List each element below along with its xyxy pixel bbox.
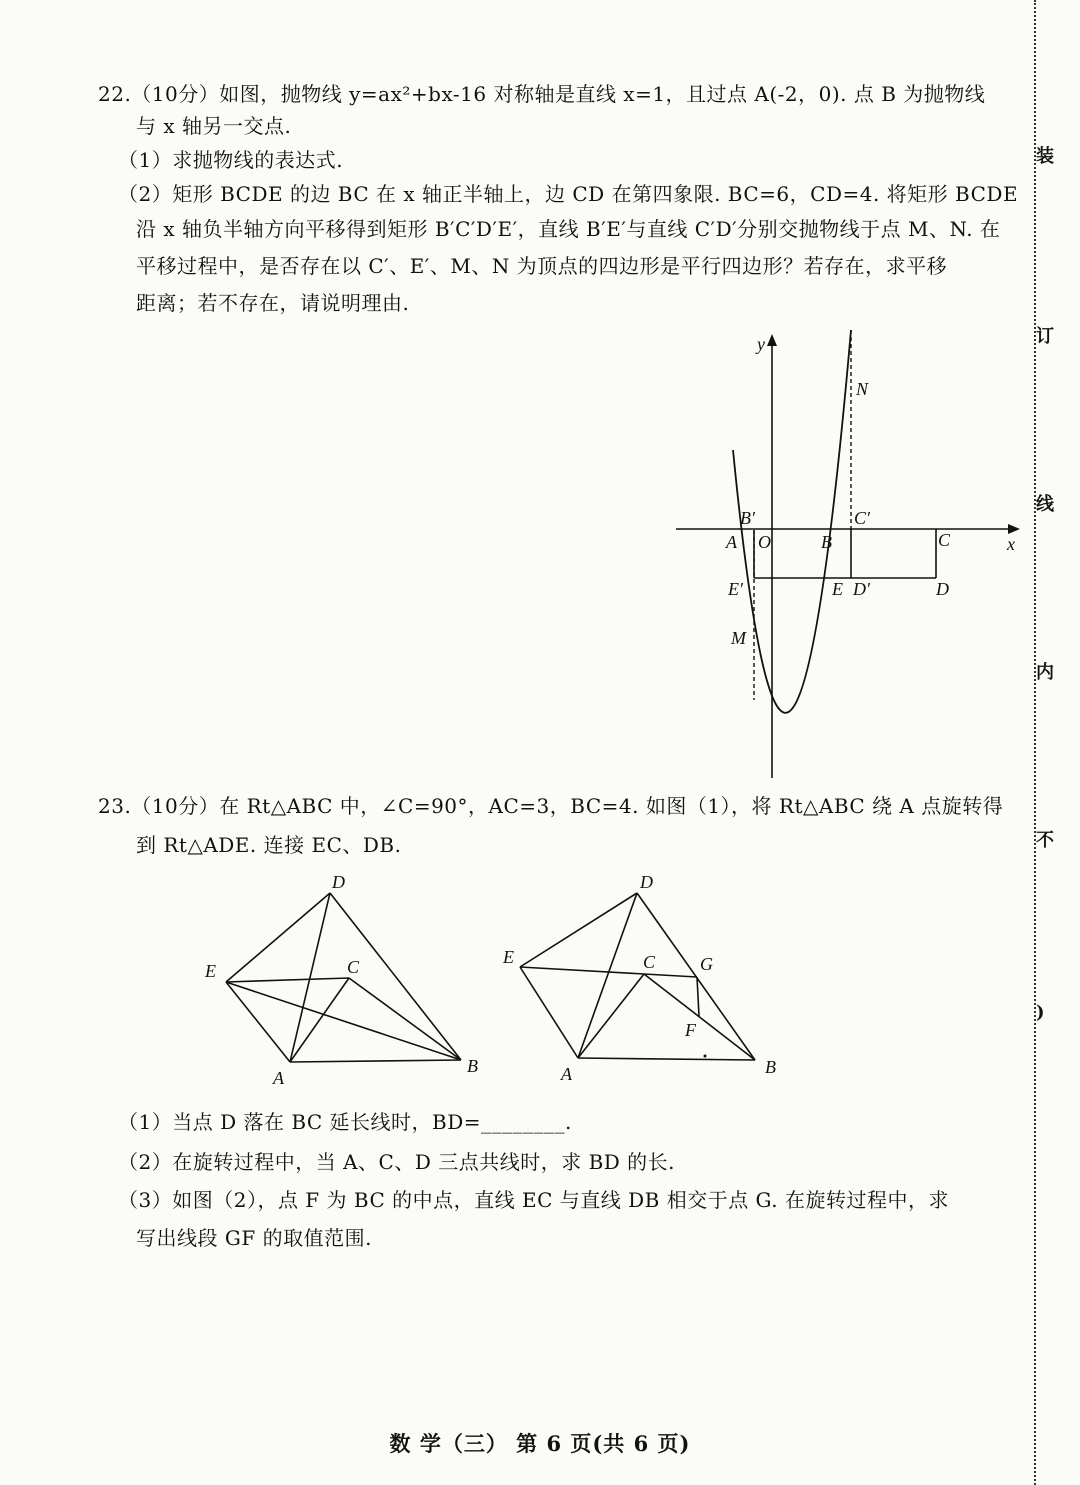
margin-label: 订 xyxy=(1036,326,1054,347)
fig2-label-a: A xyxy=(561,1064,572,1084)
segment-e-a xyxy=(520,967,578,1058)
segment-e-d xyxy=(520,893,637,967)
q22-part1: （1）求抛物线的表达式. xyxy=(118,148,344,172)
fig1-label-d: D xyxy=(332,872,345,892)
label-c: C xyxy=(938,530,951,550)
fig2-label-d: D xyxy=(640,872,653,892)
segment-e-a xyxy=(226,982,290,1062)
segment-a-c xyxy=(578,974,644,1058)
q22-part2-line4: 距离；若不存在，请说明理由. xyxy=(136,291,410,315)
fig2-label-c: C xyxy=(643,952,656,972)
label-b: B xyxy=(821,532,832,552)
q22-stem-line2: 与 x 轴另一交点. xyxy=(136,114,292,138)
segment-e-d xyxy=(226,893,330,982)
label-o: O xyxy=(758,532,771,552)
label-a: A xyxy=(726,532,737,552)
margin-label: 线 xyxy=(1036,494,1054,515)
fig1-label-a: A xyxy=(273,1068,284,1088)
label-e: E xyxy=(832,579,843,599)
q22-part2-line2: 沿 x 轴负半轴方向平移得到矩形 B′C′D′E′，直线 B′E′与直线 C′D′分别交抛物线于点 M、N. 在 xyxy=(136,217,1001,241)
segment-c-b xyxy=(644,974,755,1060)
q23-part3-line1: （3）如图（2），点 F 为 BC 的中点，直线 EC 与直线 DB 相交于点 G. 在旋转过程中，求 xyxy=(118,1188,950,1212)
segment-c-b xyxy=(349,978,461,1060)
margin-label: 内 xyxy=(1036,662,1054,683)
label-b-prime: B′ xyxy=(740,508,755,528)
label-e-prime: E′ xyxy=(728,579,743,599)
segment-e-c xyxy=(226,978,349,982)
margin-label: 装 xyxy=(1036,146,1054,167)
q23-part2: （2）在旋转过程中，当 A、C、D 三点共线时，求 BD 的长. xyxy=(118,1150,676,1174)
q23-part1: （1）当点 D 落在 BC 延长线时，BD=________. xyxy=(118,1110,572,1134)
fig2-label-f: F xyxy=(685,1020,696,1040)
label-d: D xyxy=(936,579,949,599)
label-c-prime: C′ xyxy=(854,508,870,528)
q23-stem-line2: 到 Rt△ADE. 连接 EC、DB. xyxy=(136,833,402,857)
segment-g-f xyxy=(697,977,699,1016)
page-footer: 数 学（三） 第 6 页(共 6 页) xyxy=(389,1431,691,1456)
fig2-label-e: E xyxy=(503,947,514,967)
q22-parabola-figure xyxy=(660,320,1030,780)
q23-figure-1 xyxy=(195,865,500,1095)
label-x: x xyxy=(1007,534,1015,554)
q22-part2-line3: 平移过程中，是否存在以 C′、E′、M、N 为顶点的四边形是平行四边形？若存在，求平移 xyxy=(136,254,948,278)
x-axis-arrow-icon xyxy=(1008,524,1020,534)
y-axis-arrow-icon xyxy=(767,334,777,346)
point-dot xyxy=(704,1055,707,1058)
segment-a-b xyxy=(290,1060,461,1062)
q23-figure-2 xyxy=(495,865,790,1095)
q22-part2-line1: （2）矩形 BCDE 的边 BC 在 x 轴正半轴上，边 CD 在第四象限. BC=6，CD=4. 将矩形 BCDE xyxy=(118,182,1019,206)
label-d-prime: D′ xyxy=(853,579,870,599)
binding-margin-line xyxy=(1034,0,1038,1485)
fig2-label-g: G xyxy=(700,954,713,974)
segment-e-g xyxy=(520,967,697,977)
label-m: M xyxy=(731,628,746,648)
margin-label: ) xyxy=(1036,1002,1045,1023)
label-y: y xyxy=(757,334,765,354)
fig1-label-c: C xyxy=(347,957,360,977)
label-n: N xyxy=(856,379,869,399)
segment-e-b xyxy=(226,982,461,1060)
q23-stem-line1: 23.（10分）在 Rt△ABC 中，∠C=90°，AC=3，BC=4. 如图（1），将 Rt△ABC 绕 A 点旋转得 xyxy=(98,794,1004,818)
q23-part3-line2: 写出线段 GF 的取值范围. xyxy=(136,1226,372,1250)
fig1-label-e: E xyxy=(205,961,216,981)
q22-stem-line1: 22.（10分）如图，抛物线 y=ax²+bx-16 对称轴是直线 x=1，且过点 A(-2，0). 点 B 为抛物线 xyxy=(98,82,986,106)
fig2-label-b: B xyxy=(765,1057,776,1077)
margin-label: 不 xyxy=(1036,830,1054,851)
segment-a-d xyxy=(578,893,637,1058)
segment-a-d xyxy=(290,893,330,1062)
segment-a-b xyxy=(578,1058,755,1060)
fig1-label-b: B xyxy=(467,1056,478,1076)
